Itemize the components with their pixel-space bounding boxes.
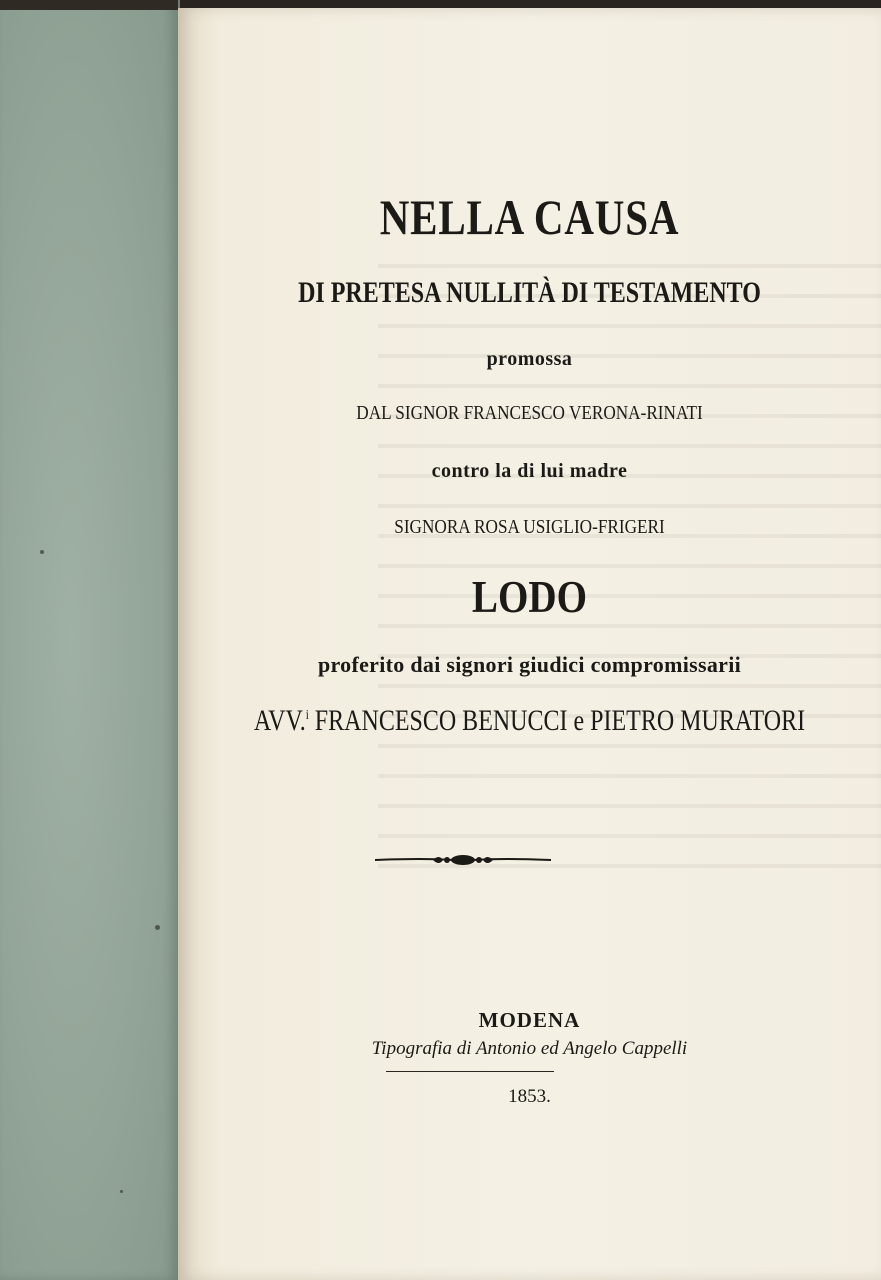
issued-by-line: proferito dai signori giudici compromissarii: [317, 652, 742, 677]
cover-spot: [155, 925, 160, 930]
decorative-scroll-ornament-icon: [373, 848, 553, 872]
judges-line: AVV.$^i$ FRANCESCO BENUCCI e PIETRO MURATORI: [253, 704, 806, 737]
page-title: NELLA CAUSA: [379, 189, 680, 245]
promossa-text: promossa: [486, 348, 573, 370]
divider-rule: [386, 1071, 554, 1072]
defendant-line: SIGNORA ROSA USIGLIO-FRIGERI: [394, 516, 665, 538]
plaintiff-line: DAL SIGNOR FRANCESCO VERONA-RINATI: [356, 402, 703, 424]
publication-year: 1853.: [508, 1086, 551, 1107]
book-cover-green: [0, 0, 180, 1280]
cover-spot: [40, 550, 44, 554]
show-through-text: [378, 238, 881, 878]
page-subtitle: DI PRETESA NULLITÀ DI TESTAMENTO: [298, 276, 761, 309]
document-type-heading: LODO: [471, 571, 588, 622]
place-of-printing: MODENA: [478, 1008, 581, 1032]
title-page: [178, 8, 881, 1280]
cover-spot: [120, 1190, 123, 1193]
cover-top-edge: [0, 0, 178, 10]
printer-line: Tipografia di Antonio ed Angelo Cappelli: [371, 1038, 688, 1059]
against-line: contro la di lui madre: [431, 460, 628, 482]
